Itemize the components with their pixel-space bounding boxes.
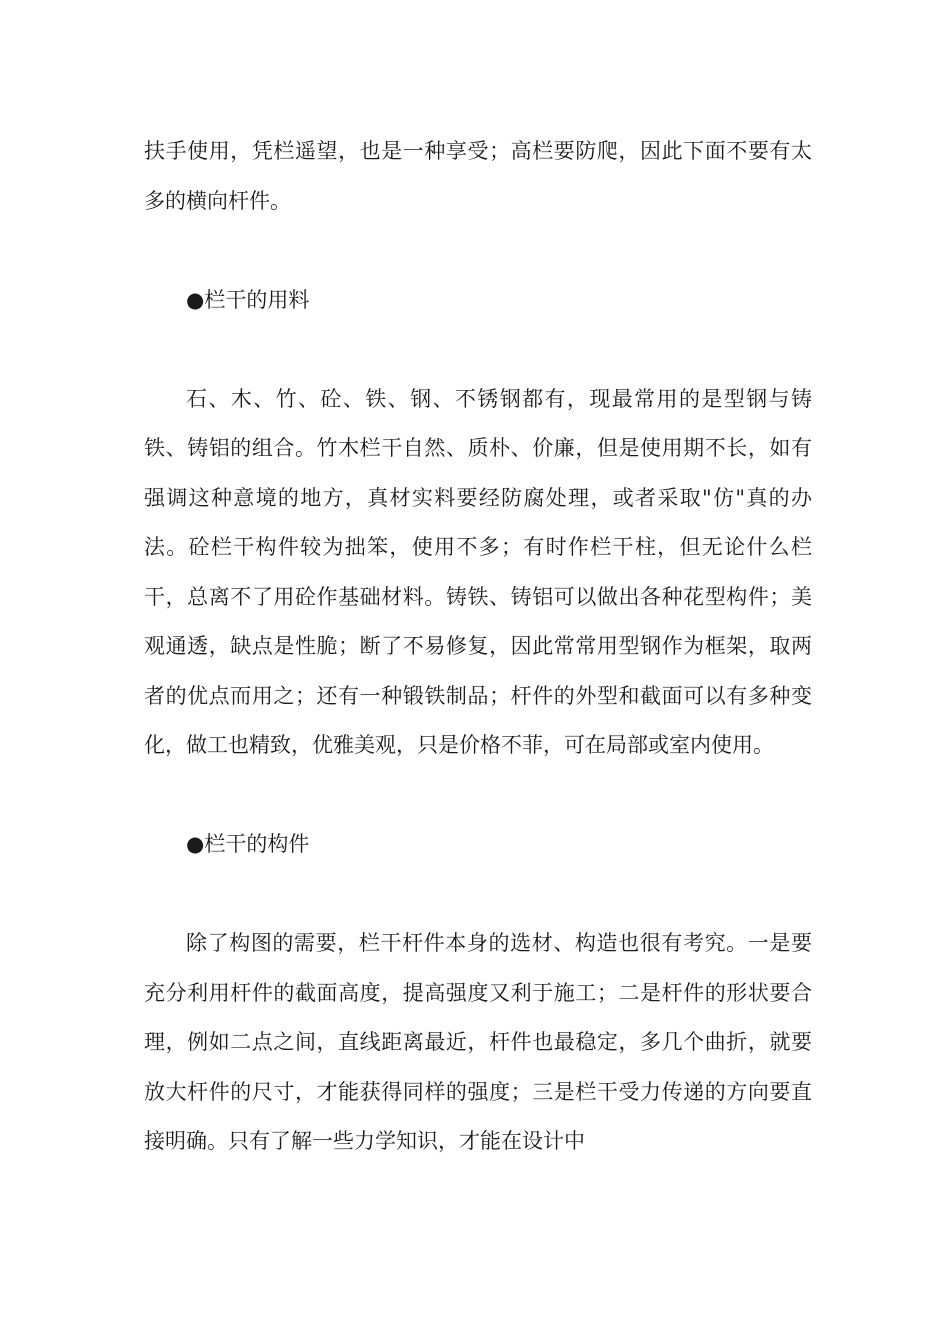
paragraph-gap	[144, 771, 812, 821]
paragraph-materials: 石、木、竹、砼、铁、钢、不锈钢都有，现最常用的是型钢与铸铁、铸铝的组合。竹木栏干自然、质朴、价廉，但是使用期不长，如有强调这种意境的地方，真材实料要经防腐处理，或者采取"仿"真的办法。砼栏干构件较为拙笨，使用不多；有时作栏干柱，但无论什么栏干，总离不了用砼作基础材料。铸铁、铸铝可以做出各种花型构件；美观通透，缺点是性脆；断了不易修复，因此常常用型钢作为框架，取两者的优点而用之；还有一种锻铁制品；杆件的外型和截面可以有多种变化，做工也精致，优雅美观，只是价格不菲，可在局部或室内使用。	[144, 386, 812, 757]
section-heading-components: ●栏干的构件	[186, 832, 310, 856]
section-heading-materials: ●栏干的用料	[186, 287, 310, 312]
paragraph-gap	[144, 870, 812, 920]
paragraph-gap	[144, 325, 812, 375]
paragraph-gap	[144, 226, 812, 276]
paragraph-continuation: 扶手使用，凭栏遥望，也是一种享受；高栏要防爬，因此下面不要有太多的横向杆件。	[144, 139, 812, 213]
paragraph-components: 除了构图的需要，栏干杆件本身的选材、构造也很有考究。一是要充分利用杆件的截面高度，提高强度又利于施工；二是杆件的形状要合理，例如二点之间，直线距离最近，杆件也最稳定，多几个曲折，就要放大杆件的尺寸，才能获得同样的强度；三是栏干受力传递的方向要直接明确。只有了解一些力学知识，才能在设计中	[144, 931, 812, 1153]
document-body	[144, 127, 812, 1167]
